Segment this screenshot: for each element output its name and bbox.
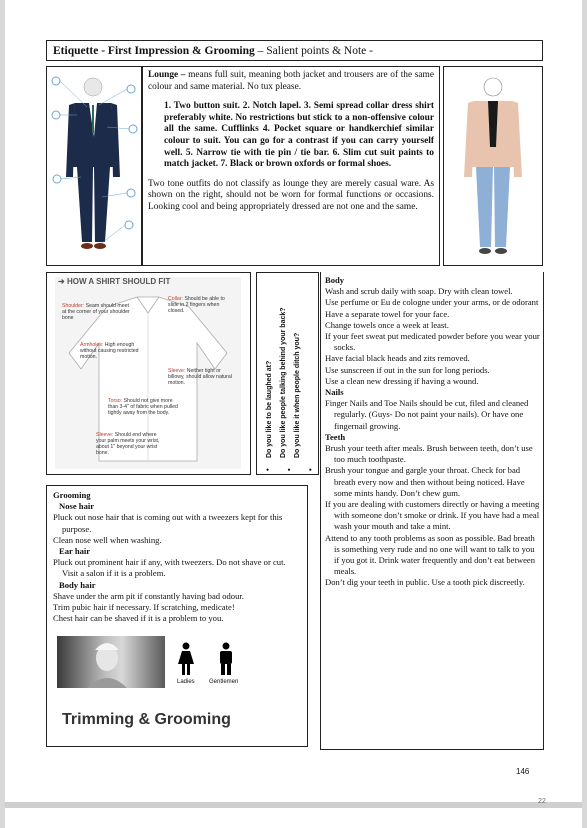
label-torso-value: Should not give more than 3-4" of fabric when pulled tightly away from the body. [108, 398, 178, 416]
suit-illustration [46, 66, 142, 266]
label-torso-key: Torso: [108, 398, 123, 404]
teeth-lines [325, 443, 541, 589]
bottom-border [5, 802, 582, 808]
nails-heading: Nails [325, 387, 344, 398]
label-shoulder-value: Seam should meet at the corner of your shoulder bone [62, 303, 130, 321]
label-sleeve-top-value: Neither tight or billowy, should allow natural motion. [168, 368, 232, 386]
nose-hair-line: Pluck out nose hair that is coming out with a tweezers kept for this purpose. [53, 512, 283, 534]
body-care-line: Use sunscreen if out in the sun for long periods. [325, 364, 490, 375]
shirt-graphic-title-text: HOW A SHIRT SHOULD FIT [66, 277, 171, 286]
suit-figure-icon [47, 67, 141, 265]
label-sleeve-bottom-value: Should end where your palm meets your wrist, about 1" beyond your wrist bone. [96, 432, 160, 456]
title-bold: Etiquette - First Impression & Grooming [53, 45, 255, 57]
label-sleeve-top-key: Sleeve: [168, 368, 186, 374]
ladies-label: Ladies [177, 679, 195, 685]
right-border [582, 0, 587, 828]
lounge-description [142, 66, 440, 266]
casual-figure-icon [444, 67, 542, 265]
lounge-intro-bold: Lounge – [148, 70, 186, 80]
lounge-list: 1. Two button suit. 2. Notch lapel. 3. Semi spread collar dress shirt preferably white. No restrictions but stick to a non-offensive colour all the same. Cufflinks 4. Pocket square or handkerchief similar colour to suit. You can go for a contrast if you can carry yourself well. 5. Narrow tie with tie pin / tie bar. 6. Slim cut suit paints to match jacket. 7. Black or brown oxfords or formal shoes. [164, 101, 434, 170]
nose-hair-line: Clean nose well when washing. [53, 534, 162, 545]
body-care-column [323, 275, 543, 750]
gentlemen-label: Gentlemen [209, 679, 239, 685]
page-title [46, 40, 543, 61]
lounge-intro [148, 70, 434, 93]
casual-outfit-illustration [443, 66, 543, 266]
lounge-closing: Two tone outfits do not classify as lounge they are merely casual ware. As shown on the right, should not be worn for formal functions or occasions. Looking cool and being appropriately dressed are not one and the same. [148, 178, 434, 212]
nails-line: Finger Nails and Toe Nails should be cut, filed and cleaned regularly. (Guys- Do not paint your nails). Or have one fingernail growing. [325, 398, 529, 431]
teeth-line: Brush your teeth after meals. Brush between teeth, don’t use too much toothpaste. [325, 443, 533, 465]
title-rest: – Salient points & Note - [254, 45, 373, 57]
body-care-line: Change towels once a week at least. [325, 319, 449, 330]
label-armholes-key: Armholes: [80, 342, 104, 348]
ear-hair-lines [53, 557, 301, 579]
grooming-section [46, 485, 308, 747]
label-torso [108, 398, 178, 416]
body-care-line: Use perfume or Eu de cologne under your arms, or de odorant [325, 297, 539, 308]
label-collar [168, 296, 234, 314]
secondary-page-number: 22 [538, 798, 546, 805]
sidebar-dots: • • • [266, 465, 320, 475]
left-border [0, 0, 5, 828]
nose-hair-heading: Nose hair [59, 501, 95, 512]
grooming-heading: Grooming [53, 490, 91, 500]
trimming-grooming-banner: Trimming & Grooming [62, 711, 231, 728]
body-hair-heading: Body hair [59, 579, 96, 590]
label-collar-value: Should be able to slide in 2 fingers when closed. [168, 296, 225, 314]
body-care-line: Wash and scrub daily with soap. Dry with clean towel. [325, 286, 513, 297]
label-sleeve-top [168, 368, 232, 386]
teeth-line: Don’t dig your teeth in public. Use a tooth pick discreetly. [325, 577, 525, 588]
body-hair-line: Chest hair can be shaved if it is a problem to you. [53, 613, 224, 624]
nails-lines [325, 398, 541, 432]
label-sleeve-bottom-key: Sleeve: [96, 432, 114, 438]
body-care-line: Have a separate towel for your face. [325, 308, 450, 319]
teeth-line: If you are dealing with customers directly or having a meeting with someone don’t smoke or drink. If you have had a meal wash your mouth and take a mint. [325, 499, 540, 532]
body-care-line: Use a clean new dressing if having a wound. [325, 375, 479, 386]
woman-icon [176, 642, 196, 676]
label-armholes-value: High enough without causing restricted motion. [80, 342, 139, 360]
body-column-rule-right [543, 272, 544, 750]
body-care-line: If your feet sweat put medicated powder before you wear your socks. [325, 331, 540, 353]
body-heading: Body [325, 275, 345, 285]
body-hair-line: Shave under the arm pit if constantly having bad odour. [53, 590, 244, 601]
question-ditch-you: Do you like it when people ditch you? [294, 332, 301, 458]
ear-hair-line: Pluck out prominent hair if any, with tweezers. Do not shave or cut. Visit a salon if it is a problem. [53, 557, 286, 579]
man-icon [216, 642, 236, 676]
page-number: 146 [516, 767, 530, 776]
question-laughed-at: Do you like to be laughed at? [266, 360, 273, 458]
shirt-graphic-title: ➜ HOW A SHIRT SHOULD FIT [58, 277, 171, 286]
body-column-rule-bottom [320, 749, 544, 750]
ear-hair-heading: Ear hair [59, 546, 91, 557]
label-shoulder [62, 303, 134, 321]
grooming-photo [57, 636, 165, 688]
label-collar-key: Collar: [168, 296, 183, 302]
label-shoulder-key: Shoulder: [62, 303, 85, 309]
lounge-intro-text: means full suit, meaning both jacket and trousers are of the same colour and same material. No tux please. [148, 70, 434, 92]
teeth-line: Brush your tongue and gargle your throat. Check for bad breath every now and then without being noticed. Have some mints handy. Don’t chew gum. [325, 465, 525, 498]
body-care-line: Have facial black heads and zits removed. [325, 353, 470, 364]
teeth-line: Attend to any tooth problems as soon as possible. Bad breath is something very rude and no one will want to talk to you if you got it. Drink water frequently and don’t eat between meals. [325, 532, 536, 577]
question-talking-behind: Do you like people talking behind your back? [280, 307, 287, 458]
body-lines [325, 286, 541, 387]
label-sleeve-bottom [96, 432, 166, 456]
nose-hair-lines [53, 512, 301, 546]
man-portrait-icon [57, 636, 165, 688]
body-column-rule [320, 272, 321, 750]
teeth-heading: Teeth [325, 431, 346, 442]
body-hair-lines [53, 591, 301, 625]
label-armholes [80, 342, 150, 360]
body-hair-line: Trim pubic hair if necessary. If scratching, medicate! [53, 602, 235, 613]
